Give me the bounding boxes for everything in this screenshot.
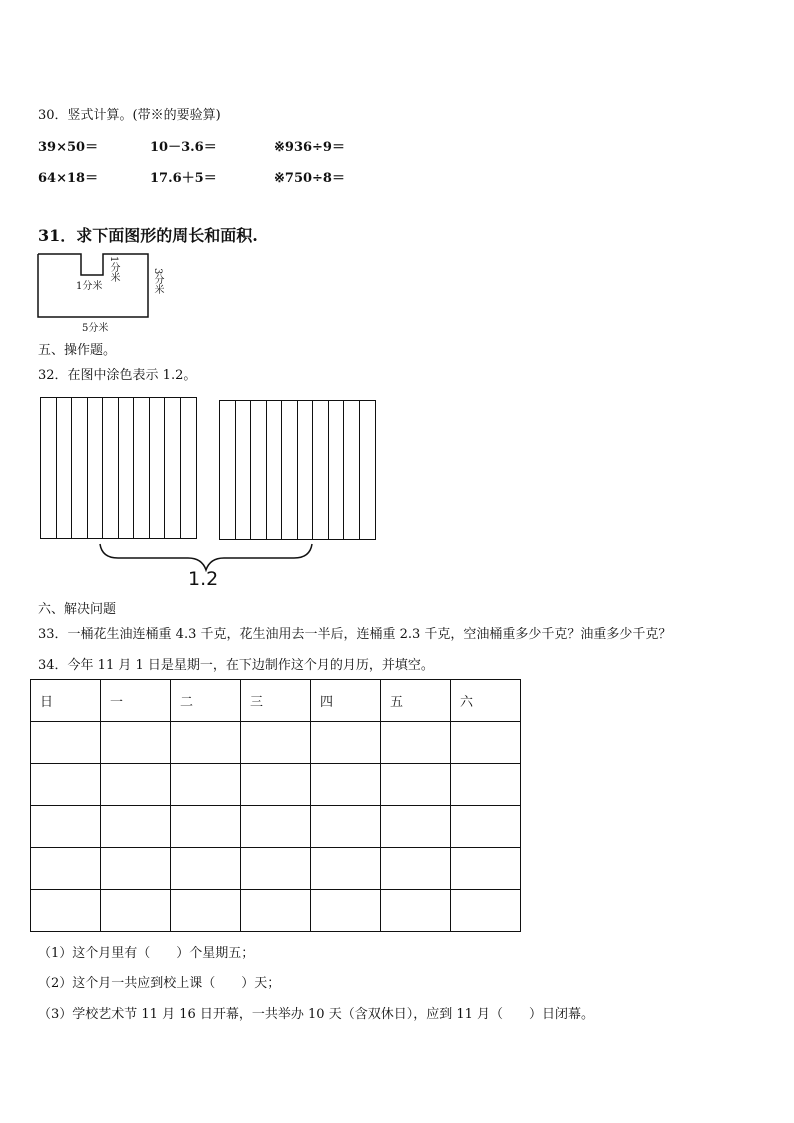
strip-divider (312, 401, 313, 539)
calendar-cell[interactable] (381, 806, 451, 848)
q34-sub-question-1: （1）这个月里有（ ）个星期五； (38, 946, 255, 961)
calendar-row (31, 890, 521, 932)
calendar-cell[interactable] (101, 890, 171, 932)
q30-expr-3: ※936÷9＝ (274, 140, 345, 155)
calendar-cell[interactable] (101, 806, 171, 848)
q31-height-label: 3分米 (152, 268, 163, 295)
q31-title: 31．求下面图形的周长和面积. (38, 226, 258, 245)
calendar-cell[interactable] (241, 848, 311, 890)
weekday-sun: 日 (31, 680, 101, 722)
q33-text: 33．一桶花生油连桶重 4.3 千克，花生油用去一半后，连桶重 2.3 千克，空油桶重多少千克？油重多少千克？ (38, 627, 672, 642)
strip-divider (164, 398, 165, 538)
calendar-cell[interactable] (381, 890, 451, 932)
calendar-row (31, 806, 521, 848)
q34-sub-question-2: （2）这个月一共应到校上课（ ）天； (38, 976, 281, 991)
calendar-cell[interactable] (171, 848, 241, 890)
calendar-cell[interactable] (101, 764, 171, 806)
weekday-tue: 二 (171, 680, 241, 722)
q31-notch-depth-label: 1分米 (108, 256, 119, 283)
calendar-cell[interactable] (171, 890, 241, 932)
section-6-title: 六、解决问题 (38, 602, 117, 617)
calendar-cell[interactable] (171, 722, 241, 764)
q32-title: 32．在图中涂色表示 1.2。 (38, 368, 197, 383)
q32-brace-label: 1.2 (188, 568, 219, 590)
strip-divider (180, 398, 181, 538)
weekday-sat: 六 (451, 680, 521, 722)
weekday-wed: 三 (241, 680, 311, 722)
q30-expr-5: 17.6＋5＝ (150, 171, 217, 186)
calendar-cell[interactable] (31, 806, 101, 848)
calendar-cell[interactable] (311, 848, 381, 890)
strip-divider (235, 401, 236, 539)
q30-expr-2: 10－3.6＝ (150, 140, 217, 155)
calendar-cell[interactable] (451, 764, 521, 806)
q32-square-right (219, 400, 376, 540)
strip-divider (102, 398, 103, 538)
calendar-cell[interactable] (31, 890, 101, 932)
q30-title: 30．竖式计算。(带※的要验算) (38, 108, 221, 123)
calendar-cell[interactable] (381, 764, 451, 806)
weekday-thu: 四 (311, 680, 381, 722)
calendar-cell[interactable] (451, 848, 521, 890)
weekday-mon: 一 (101, 680, 171, 722)
calendar-row (31, 722, 521, 764)
strip-divider (133, 398, 134, 538)
calendar-row (31, 848, 521, 890)
calendar-cell[interactable] (31, 848, 101, 890)
calendar-cell[interactable] (451, 722, 521, 764)
calendar-cell[interactable] (101, 722, 171, 764)
calendar-cell[interactable] (451, 890, 521, 932)
strip-divider (118, 398, 119, 538)
strip-divider (297, 401, 298, 539)
q30-expr-1: 39×50＝ (38, 140, 99, 155)
calendar-cell[interactable] (311, 890, 381, 932)
q34-calendar-table (30, 679, 521, 932)
section-5-title: 五、操作题。 (38, 343, 117, 358)
calendar-cell[interactable] (241, 890, 311, 932)
strip-divider (328, 401, 329, 539)
q30-expr-4: 64×18＝ (38, 171, 99, 186)
strip-divider (266, 401, 267, 539)
q30-expr-6: ※750÷8＝ (274, 171, 345, 186)
strip-divider (87, 398, 88, 538)
strip-divider (343, 401, 344, 539)
calendar-cell[interactable] (31, 764, 101, 806)
strip-divider (149, 398, 150, 538)
calendar-cell[interactable] (31, 722, 101, 764)
q34-text: 34．今年 11 月 1 日是星期一，在下边制作这个月的月历，并填空。 (38, 658, 434, 673)
strip-divider (281, 401, 282, 539)
calendar-cell[interactable] (101, 848, 171, 890)
calendar-cell[interactable] (241, 722, 311, 764)
calendar-cell[interactable] (451, 806, 521, 848)
calendar-cell[interactable] (311, 806, 381, 848)
calendar-cell[interactable] (311, 764, 381, 806)
q32-square-left (40, 397, 197, 539)
calendar-header-row (31, 680, 521, 722)
strip-divider (56, 398, 57, 538)
calendar-cell[interactable] (311, 722, 381, 764)
calendar-row (31, 764, 521, 806)
calendar-cell[interactable] (241, 764, 311, 806)
calendar-cell[interactable] (381, 722, 451, 764)
strip-divider (250, 401, 251, 539)
q34-sub-question-3: （3）学校艺术节 11 月 16 日开幕，一共举办 10 天（含双休日），应到 11 月（ ）日闭幕。 (38, 1007, 594, 1022)
q31-bottom-label: 5分米 (82, 323, 109, 334)
strip-divider (359, 401, 360, 539)
calendar-cell[interactable] (171, 806, 241, 848)
calendar-cell[interactable] (381, 848, 451, 890)
calendar-cell[interactable] (241, 806, 311, 848)
weekday-fri: 五 (381, 680, 451, 722)
strip-divider (71, 398, 72, 538)
calendar-cell[interactable] (171, 764, 241, 806)
q31-notch-width-label: 1分米 (76, 281, 103, 292)
